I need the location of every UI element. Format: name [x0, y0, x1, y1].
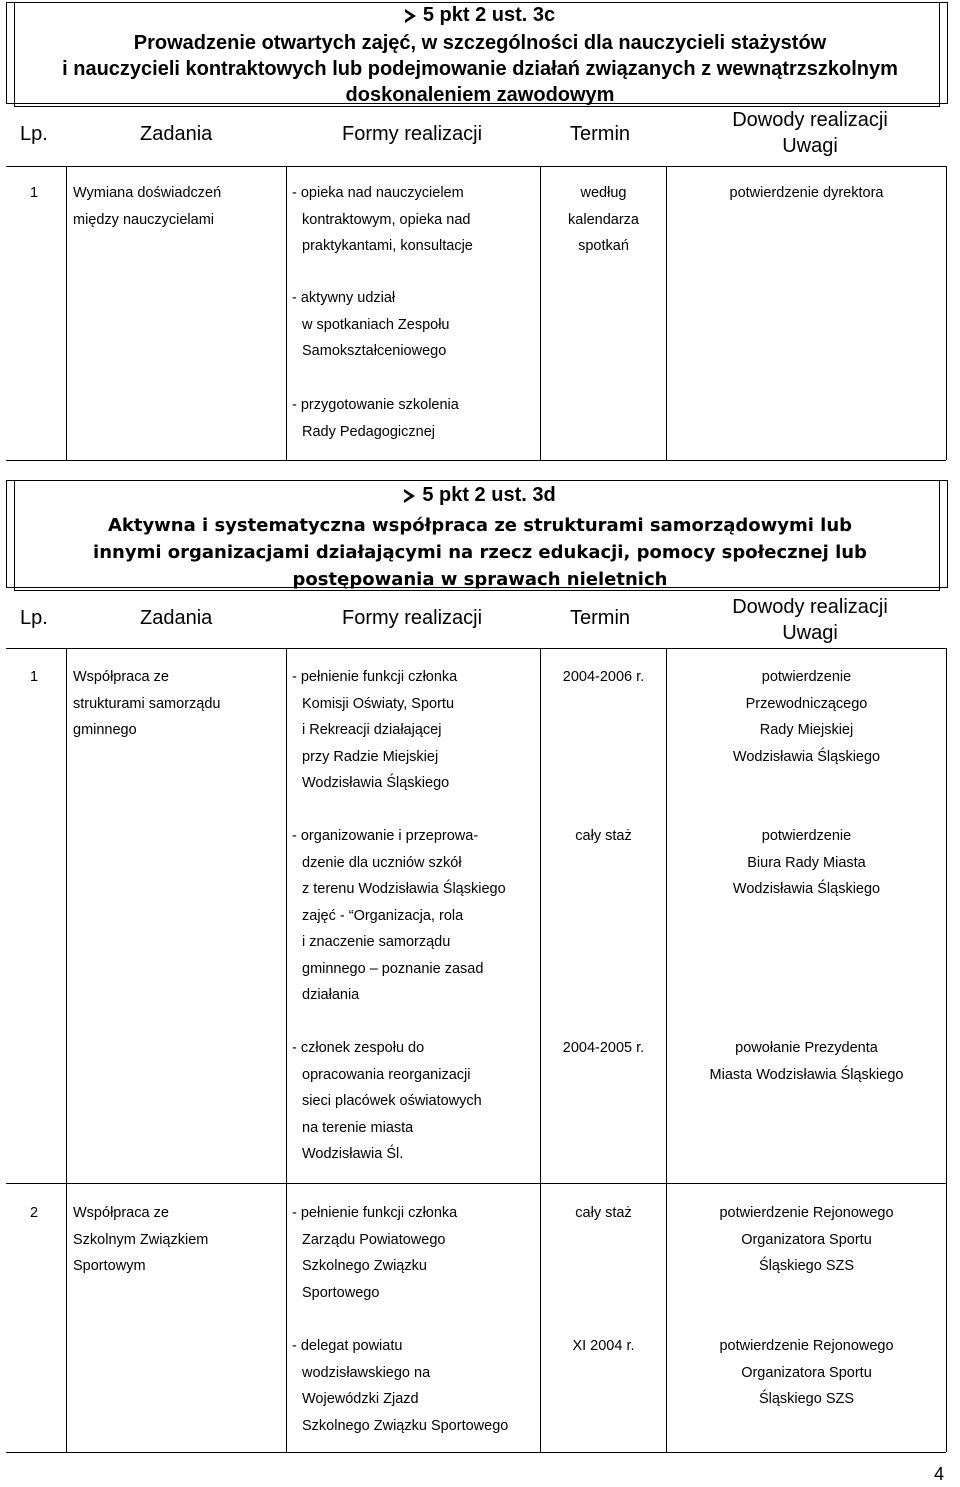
section2-title-line: postępowania w sprawach nieletnich	[292, 569, 668, 590]
table1-col-divider	[286, 166, 287, 460]
table2-bottom-rule	[6, 1452, 946, 1453]
table2-row1-entry2-formy: - organizowanie i przeprowa- dzenie dla uczniów szkół z terenu Wodzisławia Śląskiego zajęć - “Organizacja, rola i znaczenie samorządu gminnego – poznanie zasad działania	[292, 828, 506, 1003]
table1-col-divider	[946, 166, 947, 460]
arrow-bullet-icon	[405, 7, 417, 21]
section2-title	[0, 512, 960, 593]
section1-title-line: Prowadzenie otwartych zajęć, w szczególności dla nauczycieli stażystów	[133, 32, 827, 54]
table1-col-divider	[66, 166, 67, 460]
section2-ref: 5 pkt 2 ust. 3d	[0, 484, 960, 507]
section1-title	[0, 30, 960, 108]
arrow-bullet-icon	[404, 487, 416, 501]
header-zadania: Zadania	[140, 607, 213, 629]
table1-row1-dowody: potwierdzenie dyrektora	[729, 185, 884, 201]
header-dowody	[660, 594, 960, 646]
table1-row1-lp: 1	[30, 185, 39, 201]
table2-row1-entry1-formy: - pełnienie funkcji członka Komisji Oświaty, Sportu i Rekreacji działającej przy Radzie Miejskiej Wodzisławia Śląskiego	[292, 669, 458, 791]
table2-row1-entry2-dowody: potwierdzenie Biura Rady Miasta Wodzisławia Śląskiego	[732, 828, 881, 897]
section1-title-line: i nauczycieli kontraktowych lub podejmowanie działań związanych z wewnątrzszkolnym	[62, 58, 898, 80]
table2-row2-zadanie: Współpraca ze Szkolnym Związkiem Sportowym	[73, 1205, 209, 1274]
table2-row2-entry2-dowody: potwierdzenie Rejonowego Organizatora Sportu Śląskiego SZS	[719, 1338, 894, 1407]
header-lp: Lp.	[20, 607, 48, 629]
header-zadania: Zadania	[140, 123, 213, 145]
header-lp: Lp.	[20, 123, 48, 145]
table2-col-divider	[66, 648, 67, 1452]
table2-col-divider	[946, 648, 947, 1452]
table2-row2-entry1-dowody: potwierdzenie Rejonowego Organizatora Sportu Śląskiego SZS	[719, 1205, 894, 1274]
header-formy: Formy realizacji	[342, 123, 483, 145]
header-termin: Termin	[570, 607, 631, 629]
table2-row1-zadanie: Współpraca ze strukturami samorządu gminnego	[73, 669, 221, 738]
table2-row1-entry2-termin: cały staż	[575, 828, 632, 844]
section2-title-line: Aktywna i systematyczna współpraca ze strukturami samorządowymi lub	[107, 515, 853, 536]
table2-row1-entry3-formy: - członek zespołu do opracowania reorganizacji sieci placówek oświatowych na terenie miasta Wodzisławia Śl.	[292, 1040, 482, 1162]
table2-row2-entry1-termin: cały staż	[575, 1205, 632, 1221]
table1-row1-formy-3: - przygotowanie szkolenia Rady Pedagogicznej	[292, 397, 459, 440]
table2-row1-entry3-dowody: powołanie Prezydenta Miasta Wodzisławia Śląskiego	[709, 1040, 904, 1083]
table2-row2-lp: 2	[30, 1205, 39, 1221]
header-termin: Termin	[570, 123, 631, 145]
table2-row1-lp: 1	[30, 669, 39, 685]
header-uwagi-label: Uwagi	[782, 135, 838, 157]
header-dowody-label: Dowody realizacji	[732, 109, 888, 131]
section2-title-line: innymi organizacjami działającymi na rzecz edukacji, pomocy społecznej lub	[93, 542, 867, 563]
table1-row1-zadanie: Wymiana doświadczeń między nauczycielami	[73, 185, 222, 228]
table2-row1-entry3-termin: 2004-2005 r.	[562, 1040, 645, 1056]
table2-row2-entry1-formy: - pełnienie funkcji członka Zarządu Powiatowego Szkolnego Związku Sportowego	[292, 1205, 458, 1301]
table1-row1-termin: według kalendarza spotkań	[568, 185, 639, 254]
header-uwagi-label: Uwagi	[782, 622, 838, 644]
table2-row-divider	[6, 1183, 946, 1184]
table1-header-rule	[6, 166, 946, 167]
section1-ref: 5 pkt 2 ust. 3c	[0, 4, 960, 27]
header-dowody	[660, 107, 960, 159]
table2-row1-entry1-dowody: potwierdzenie Przewodniczącego Rady Miejskiej Wodzisławia Śląskiego	[732, 669, 881, 765]
table1-row1-formy-2: - aktywny udział w spotkaniach Zespołu Samokształceniowego	[292, 290, 450, 359]
section1-title-line: doskonaleniem zawodowym	[345, 84, 615, 106]
table1-bottom-rule	[6, 460, 946, 461]
table2-row1-entry1-termin: 2004-2006 r.	[562, 669, 645, 685]
page-number: 4	[933, 1464, 944, 1484]
header-dowody-label: Dowody realizacji	[732, 596, 888, 618]
table2-row2-entry2-formy: - delegat powiatu wodzisławskiego na Wojewódzki Zjazd Szkolnego Związku Sportowego	[292, 1338, 509, 1434]
table2-header-rule	[6, 648, 946, 649]
header-formy: Formy realizacji	[342, 607, 483, 629]
table1-col-divider	[666, 166, 667, 460]
table1-row1-formy-1: - opieka nad nauczycielem kontraktowym, opieka nad praktykantami, konsultacje	[292, 185, 473, 254]
table2-row2-entry2-termin: XI 2004 r.	[572, 1338, 635, 1354]
table2-col-divider	[286, 648, 287, 1452]
